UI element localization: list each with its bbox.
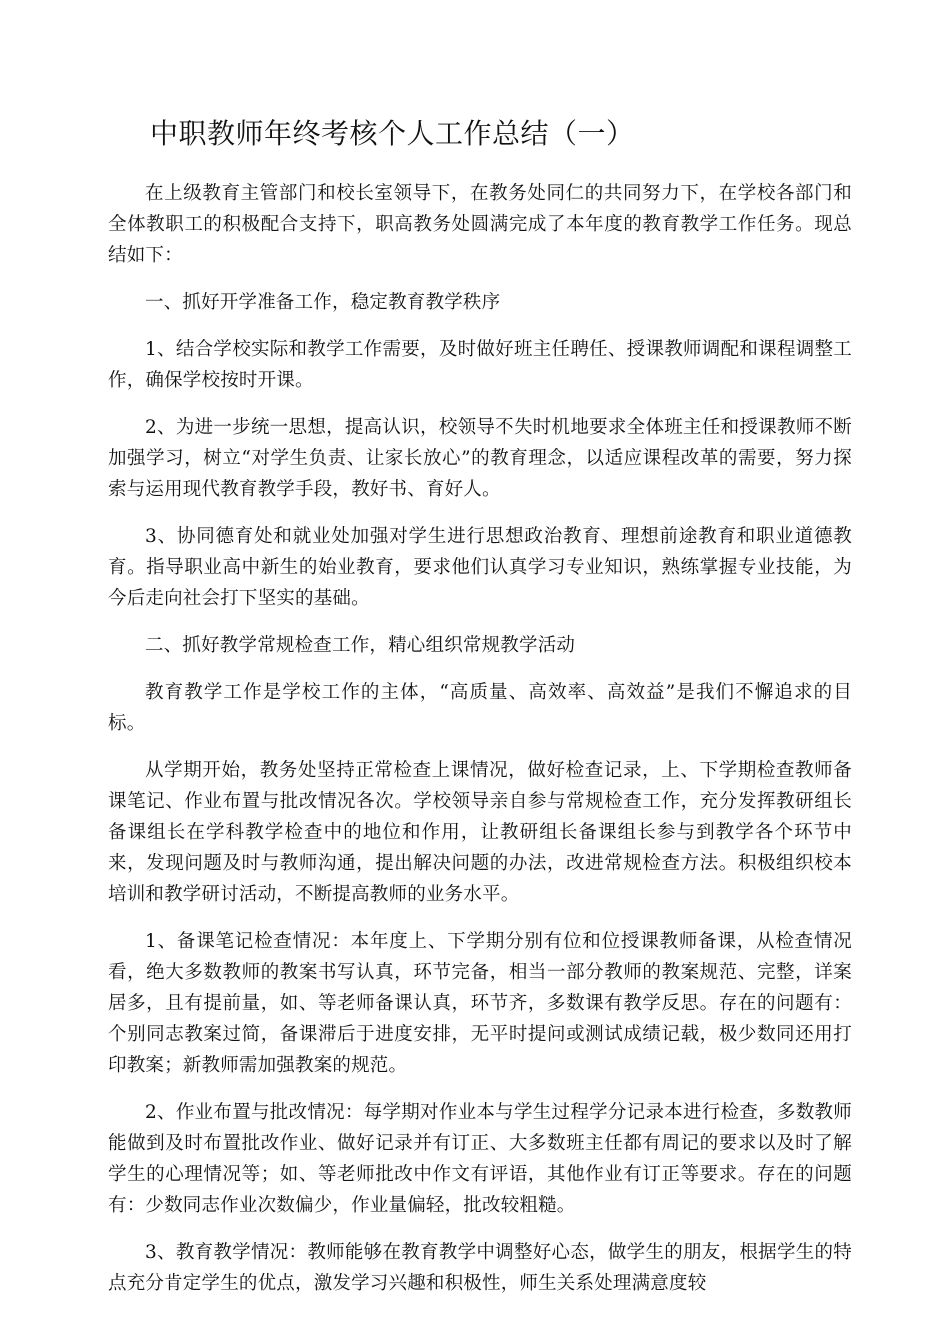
paragraph-intro: 在上级教育主管部门和校长室领导下，在教务处同仁的共同努力下，在学校各部门和全体教职工的积极配合支持下，职高教务处圆满完成了本年度的教育教学工作任务。现总结如下： [108,183,852,266]
paragraph-1-2: 2、为进一步统一思想，提高认识，校领导不失时机地要求全体班主任和授课教师不断加强学习，树立“对学生负责、让家长放心”的教育理念，以适应课程改革的需要，努力探索与运用现代教育教学手段，教好书、育好人。 [108,417,852,500]
paragraph-2-1: 1、备课笔记检查情况：本年度上、下学期分别有位和位授课教师备课，从检查情况看，绝大多数教师的教案书写认真，环节完备，相当一部分教师的教案规范、完整，详案居多，且有提前量，如、等老师备课认真，环节齐，多数课有教学反思。存在的问题有：个别同志教案过简，备课滞后于进度安排，无平时提问或测试成绩记载，极少数同还用打印教案；新教师需加强教案的规范。 [108,931,852,1076]
section-heading-2: 二、抓好教学常规检查工作，精心组织常规教学活动 [145,635,576,656]
paragraph-1-1: 1、结合学校实际和教学工作需要，及时做好班主任聘任、授课教师调配和课程调整工作，确保学校按时开课。 [108,339,852,391]
document-body [108,178,852,1315]
paragraph-2-2: 2、作业布置与批改情况：每学期对作业本与学生过程学分记录本进行检查，多数教师能做到及时布置批改作业、做好记录并有订正、大多数班主任都有周记的要求以及时了解学生的心理情况等；如、等老师批改中作文有评语，其他作业有订正等要求。存在的问题有：少数同志作业次数偏少，作业量偏轻，批改较粗糙。 [108,1102,852,1216]
document-title: 中职教师年终考核个人工作总结（一） [150,117,635,150]
section-heading-1: 一、抓好开学准备工作，稳定教育教学秩序 [145,292,501,313]
paragraph-2-checks: 从学期开始，教务处坚持正常检查上课情况，做好检查记录，上、下学期检查教师备课笔记、作业布置与批改情况各次。学校领导亲自参与常规检查工作，充分发挥教研组长备课组长在学科教学检查中的地位和作用，让教研组长备课组长参与到教学各个环节中来，发现问题及时与教师沟通，提出解决问题的办法，改进常规检查方法。积极组织校本培训和教学研讨活动，不断提高教师的业务水平。 [108,760,852,905]
paragraph-2-goal: 教育教学工作是学校工作的主体，“高质量、高效率、高效益”是我们不懈追求的目标。 [108,682,852,734]
paragraph-1-3: 3、协同德育处和就业处加强对学生进行思想政治教育、理想前途教育和职业道德教育。指导职业高中新生的始业教育，要求他们认真学习专业知识，熟练掌握专业技能，为今后走向社会打下坚实的基础。 [108,526,852,609]
paragraph-2-3: 3、教育教学情况：教师能够在教育教学中调整好心态，做学生的朋友，根据学生的特点充分肯定学生的优点，激发学习兴趣和积极性，师生关系处理满意度较 [108,1242,852,1294]
